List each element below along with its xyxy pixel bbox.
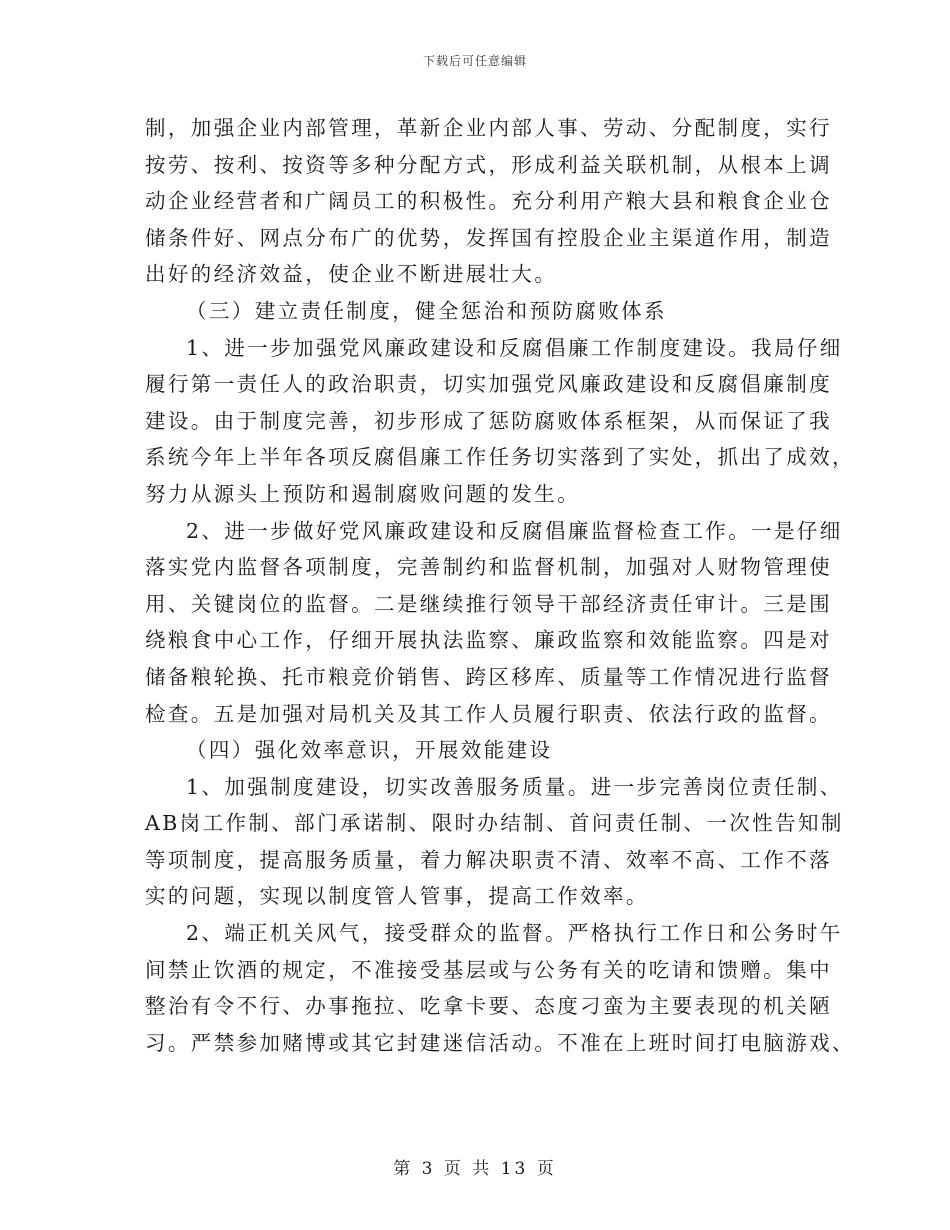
paragraph-first-line: 1、加强制度建设，切实改善服务质量。进一步完善岗位责任制、 [186, 774, 843, 799]
body-line: 整治有令不行、办事拖拉、吃拿卡要、态度刁蛮为主要表现的机关陋 [145, 994, 832, 1019]
body-line: 检查。五是加强对局机关及其工作人员履行职责、依法行政的监督。 [145, 701, 832, 726]
paragraph-first-line: 2、端正机关风气，接受群众的监督。严格执行工作日和公务时午 [186, 921, 843, 946]
document-body [145, 110, 855, 1061]
body-line: 出好的经济效益，使企业不断进展壮大。 [145, 262, 558, 287]
body-line: 建设。由于制度完善，初步形成了惩防腐败体系框架，从而保证了我 [145, 408, 832, 433]
body-line: 储备粮轮换、托市粮竞价销售、跨区移库、质量等工作情况进行监督 [145, 664, 832, 689]
body-line: 按劳、按利、按资等多种分配方式，形成利益关联机制，从根本上调 [145, 152, 832, 177]
paragraph-first-line: 1、进一步加强党风廉政建设和反腐倡廉工作制度建设。我局仔细 [186, 335, 843, 360]
body-line: 等项制度，提高服务质量，着力解决职责不清、效率不高、工作不落 [145, 847, 832, 872]
body-line: 储条件好、网点分布广的优势，发挥国有控股企业主渠道作用，制造 [145, 225, 832, 250]
body-line: 落实党内监督各项制度，完善制约和监督机制，加强对人财物管理使 [145, 555, 832, 580]
paragraph-first-line: 2、进一步做好党风廉政建设和反腐倡廉监督检查工作。一是仔细 [186, 518, 843, 543]
page-header: 下载后可任意编辑 [422, 54, 527, 68]
section-heading: （四）强化效率意识，开展效能建设 [186, 738, 553, 763]
body-line: 动企业经营者和广阔员工的积极性。充分利用产粮大县和粮食企业仓 [145, 189, 832, 214]
section-heading: （三）建立责任制度，健全惩治和预防腐败体系 [186, 298, 667, 323]
body-line: 绕粮食中心工作，仔细开展执法监察、廉政监察和效能监察。四是对 [145, 628, 832, 653]
body-line: 系统今年上半年各项反腐倡廉工作任务切实落到了实处，抓出了成效， [145, 445, 855, 470]
page-number: 第 3 页 共 13 页 [393, 1159, 557, 1179]
body-line: 制，加强企业内部管理，革新企业内部人事、劳动、分配制度，实行 [145, 116, 832, 140]
body-line: 履行第一责任人的政治职责，切实加强党风廉政建设和反腐倡廉制度 [145, 372, 832, 397]
body-line: 间禁止饮酒的规定，不准接受基层或与公务有关的吃请和馈赠。集中 [145, 957, 832, 982]
body-line: 习。严禁参加赌博或其它封建迷信活动。不准在上班时间打电脑游戏、 [145, 1030, 855, 1055]
body-line: 用、关键岗位的监督。二是继续推行领导干部经济责任审计。三是围 [145, 591, 832, 616]
body-line: AB岗工作制、部门承诺制、限时办结制、首问责任制、一次性告知制 [145, 811, 844, 836]
body-line: 实的问题，实现以制度管人管事，提高工作效率。 [145, 884, 649, 909]
body-line: 努力从源头上预防和遏制腐败问题的发生。 [145, 481, 581, 506]
